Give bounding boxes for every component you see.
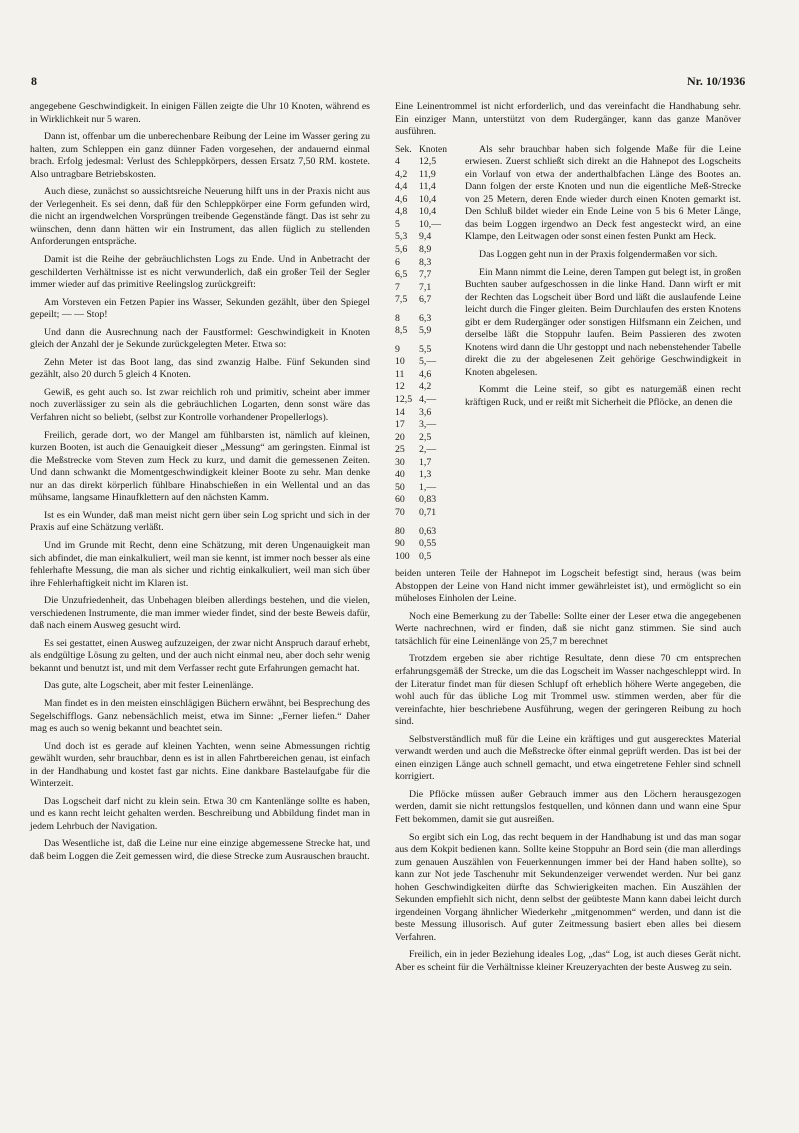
paragraph: Und doch ist es gerade auf kleinen Yachten, wenn seine Abmessungen richtig gewählt wurden, sehr brauchbar, denn es ist in allen Fahrtbereichen genau, ist einfach in der Handhabung und kostet fast gar nichts. Eine dankbare Bastelaufgabe für die Winterzeit. — [30, 740, 370, 790]
paragraph: Noch eine Bemerkung zu der Tabelle: Sollte einer der Leser etwa die angegebenen Werte nachrechnen, wird er finden, daß sie nicht ganz stimmen. Sie sind auch tatsächlich für eine Leinenlänge von 25,7 m berechnet — [395, 610, 741, 647]
knots-cell: 3,— — [419, 419, 437, 431]
seconds-cell: 11 — [395, 368, 405, 380]
table-row — [395, 482, 459, 495]
paragraph: Dann ist, offenbar um die unberechenbare Reibung der Leine im Wasser gering zu halten, zum Schleppen ein ganz dünner Faden vorgesehen, der andauernd einmal brach. Erfolg jedesmal: Verlust des Schleppkörpers, dessen Ersatz 7,50 RM. kostete. Also untragbare Betriebskosten. — [30, 131, 370, 180]
paragraph: Eine Leinentrommel ist nicht erforderlich, und das vereinfacht die Handhabung sehr. Ein einziger Mann, unterstützt von dem Rudergänger, kann das ganze Manöver ausführen. — [395, 101, 741, 138]
paragraph: beiden unteren Teile der Hahnepot im Logscheit befestigt sind, heraus (was beim Abstoppen der Leine von Hand nicht immer gewährleistet ist), und ermöglicht so ein müheloses Einholen der Leine. — [395, 568, 741, 605]
seconds-cell: 70 — [395, 506, 405, 518]
paragraph: Es sei gestattet, einen Ausweg aufzuzeigen, der zwar nicht Anspruch darauf erhebt, als endgültige Lösung zu gelten, und der auch nicht einmal neu, aber doch sehr wenig bekannt und benutzt ist, und mit dem Verfasser recht gute Erfahrungen gemacht hat. — [30, 637, 370, 674]
table-row — [395, 469, 459, 482]
knots-cell: 9,4 — [419, 231, 432, 243]
paragraph: Freilich, gerade dort, wo der Mangel am fühlbarsten ist, nämlich auf kleinen, kurzen Booten, ist auch die Genauigkeit dieser „Messung“ am geringsten. Einmal ist die Meßstrecke vom Steven zum Heck zu kurz, und damit die gemessenen Zeiten. Und dann schwankt die Momentgeschwindigkeit kleiner Boote zu sehr. Man denke nur an das direkt körperlich fühlbare Hinabschießen in ein Wellental und an das mühsame, langsame Hinaufklettern auf den nächsten Kamm. — [30, 429, 370, 504]
table-row — [395, 313, 459, 326]
table-row — [395, 526, 459, 539]
seconds-cell: 100 — [395, 550, 410, 562]
knots-cell: 10,— — [419, 218, 442, 230]
seconds-cell: 5,6 — [395, 244, 408, 256]
table-row — [395, 219, 459, 232]
speed-table-block — [395, 144, 741, 564]
table-row — [395, 551, 459, 564]
seconds-cell: 7 — [395, 281, 400, 293]
speed-table — [395, 144, 459, 564]
paragraph: Das Wesentliche ist, daß die Leine nur eine einzige abgemessene Strecke hat, und daß beim Loggen die Zeit gemessen wird, die diese Strecke zum Ausrauschen braucht. — [30, 838, 370, 862]
seconds-cell: 8 — [395, 312, 400, 324]
paragraph: Trotzdem ergeben sie aber richtige Resultate, denn diese 70 cm entsprechen erfahrungsgemäß der Strecke, um die das Logscheit im Wasser nachgeschleppt wird. In der Literatur findet man für diesen Schlupf oft erheblich höhere Werte angegeben, die wohl auch für das übliche Log mit Trommel usw. stimmen werden, aber für die vereinfachte, hier beschriebene Ausführung, wegen der geringeren Reibung zu hoch sind. — [395, 653, 741, 728]
table-row — [395, 244, 459, 257]
seconds-cell: 8,5 — [395, 325, 408, 337]
seconds-cell: 12 — [395, 381, 405, 393]
paragraph: Und dann die Ausrechnung nach der Faustformel: Geschwindigkeit in Knoten gleich der Anzahl der je Sekunde zurückgelegten Meter. Etwa so: — [30, 326, 370, 351]
table-row — [395, 294, 459, 307]
table-row — [395, 407, 459, 420]
table-row — [395, 269, 459, 282]
paragraph: Als sehr brauchbar haben sich folgende Maße für die Leine erwiesen. Zuerst schließt sich direkt an die Hahnepot des Logscheits ein Vorlauf von etwa der anderthalbfachen Länge des Bootes an. Dann folgen der erste Knoten und nun die eigentliche Meß-Strecke von 25 Metern, deren Ende wieder durch einen Knoten gemarkt ist. Den Schluß bildet wieder ein Ende Leine von 5 bis 6 Meter Länge, das beim Loggen irgendwo an Deck fest angesteckt wird, an eine Klampe, den Leitwagen oder sonst einen festen Punkt am Heck. — [465, 143, 741, 243]
paragraph: Gewiß, es geht auch so. Ist zwar reichlich roh und primitiv, scheint aber immer noch zuverlässiger zu sein als die gebräuchlichen Logarten, denn sonst wäre das Verfahren nicht so beliebt, (selbst zur Kontrolle vorhandener Propellerlogs). — [30, 386, 370, 424]
knots-cell: 1,— — [419, 481, 437, 493]
speed-table-header — [395, 144, 459, 157]
knots-cell: 2,5 — [419, 431, 432, 443]
knots-cell: 7,1 — [419, 281, 432, 293]
knots-cell: 6,7 — [419, 294, 432, 306]
knots-cell: 1,7 — [419, 456, 432, 468]
table-row — [395, 538, 459, 551]
knots-cell: 5,— — [419, 356, 437, 368]
table-row — [395, 444, 459, 457]
table-row — [395, 206, 459, 219]
table-row — [395, 494, 459, 507]
paragraph: Ein Mann nimmt die Leine, deren Tampen gut belegt ist, in großen Buchten sauber aufgeschossen in die linke Hand. Dann wirft er mit der Rechten das Logscheit über Bord und läßt die auslaufende Leine leicht durch die Finger gleiten. Beim Durchlaufen des ersten Knotens gibt er dem Rudergänger oder sonstigen Hilfsmann ein Zeichen, und derselbe läßt die Stoppuhr laufen. Beim Passieren des zwoten Knotens wird dann die Uhr gestoppt und nach nebenstehender Tabelle direkt die zu der abgelesenen Zeit gehörige Geschwindigkeit in Knoten abgelesen. — [465, 266, 741, 378]
seconds-cell: 80 — [395, 525, 405, 537]
knots-cell: 1,3 — [419, 469, 432, 481]
knots-cell: 0,55 — [419, 538, 437, 550]
paragraph: Die Unzufriedenheit, das Unbehagen bleiben allerdings bestehen, und die vielen, verschiedenen Instrumente, die man immer wieder findet, sind der beste Beweis dafür, daß nach einem Ausweg gesucht wird. — [30, 595, 370, 632]
table-row — [395, 169, 459, 182]
paragraph: Das gute, alte Logscheit, aber mit fester Leinenlänge. — [44, 680, 254, 692]
knots-cell: 11,4 — [419, 181, 436, 193]
table-row — [395, 369, 459, 382]
paragraph: angegebene Geschwindigkeit. In einigen Fällen zeigte die Uhr 10 Knoten, während es in Wirklichkeit nur 5 waren. — [30, 101, 370, 125]
speed-table-rows — [395, 156, 459, 563]
seconds-cell: 4,6 — [395, 193, 408, 205]
knots-cell: 11,9 — [419, 168, 436, 180]
seconds-cell: 4,2 — [395, 168, 408, 180]
issue-number: Nr. 10/1936 — [687, 74, 746, 88]
seconds-cell: 25 — [395, 444, 405, 456]
knots-cell: 5,5 — [419, 343, 432, 355]
table-row — [395, 282, 459, 295]
paragraph: Selbstverständlich muß für die Leine ein kräftiges und gut ausgerecktes Material verwandt werden und auch die Meßstrecke öfter einmal geprüft werden. Das ist bei der einen einzigen Länge auch schnell gemacht, und etwa eingetretene Fehler sind schnell korrigiert. — [395, 733, 741, 783]
seconds-cell: 40 — [395, 469, 405, 481]
seconds-cell: 4,4 — [395, 181, 408, 193]
seconds-cell: 17 — [395, 419, 405, 431]
table-row — [395, 419, 459, 432]
table-row — [395, 325, 459, 338]
seconds-cell: 4,8 — [395, 206, 408, 218]
knots-cell: 12,5 — [419, 156, 437, 168]
paragraph: Am Vorsteven ein Fetzen Papier ins Wasser, Sekunden gezählt, über den Spiegel gepeilt; — — Stop! — [30, 296, 370, 321]
knots-cell: 0,71 — [419, 506, 437, 518]
page-number: 8 — [31, 74, 37, 88]
knots-cell: 3,6 — [419, 406, 432, 418]
header-knots: Knoten — [419, 144, 447, 155]
knots-cell: 2,— — [419, 444, 437, 456]
table-row — [395, 381, 459, 394]
seconds-cell: 60 — [395, 494, 405, 506]
knots-cell: 6,3 — [419, 312, 432, 324]
paragraph: So ergibt sich ein Log, das recht bequem in der Handhabung ist und das man sogar aus dem Kokpit bedienen kann. Sollte keine Stoppuhr an Bord sein (die man allerdings zum genauen Auszählen von Feuerkennungen immer bei der Hand haben sollte), so kann zur Not jede Taschenuhr mit Sekundenzeiger verwendet werden. Nur bei ganz hohen Geschwindigkeiten dürfte das Schwierigkeiten machen. Ein Auszählen der Sekunden empfiehlt sich nicht, denn selbst der geübteste Mann kann dabei leicht durch irgendeinen Vorgang ähnlicher Wiederkehr „mitgenommen“ werden, und dann ist die beste Messung illusorisch. Auf guter Zeitmessung basiert eben alles bei diesem Verfahren. — [395, 831, 741, 943]
header-seconds: Sek. — [395, 144, 412, 155]
knots-cell: 4,— — [419, 394, 437, 406]
seconds-cell: 7,5 — [395, 294, 408, 306]
seconds-cell: 6 — [395, 256, 400, 268]
paragraph: Das Loggen geht nun in der Praxis folgendermaßen vor sich. — [479, 249, 718, 261]
table-row — [395, 231, 459, 244]
seconds-cell: 5 — [395, 218, 400, 230]
paragraph: Auch diese, zunächst so aussichtsreiche Neuerung hilft uns in der Praxis nicht aus der Verlegenheit. Es sei denn, daß für den Schleppkörper eine Form gefunden wird, die nicht an irgendwelchen Vorsprüngen treibende Gegenstände fängt. Das ist sehr zu wünschen, denn dann hätten wir ein Instrument, das allen füglich zu stellenden Anforderungen entspräche. — [30, 186, 370, 248]
seconds-cell: 14 — [395, 406, 405, 418]
seconds-cell: 30 — [395, 456, 405, 468]
knots-cell: 5,9 — [419, 325, 432, 337]
seconds-cell: 12,5 — [395, 394, 413, 406]
seconds-cell: 4 — [395, 156, 400, 168]
knots-cell: 0,63 — [419, 525, 437, 537]
seconds-cell: 90 — [395, 538, 405, 550]
seconds-cell: 20 — [395, 431, 405, 443]
seconds-cell: 10 — [395, 356, 405, 368]
seconds-cell: 9 — [395, 343, 400, 355]
left-column — [30, 101, 370, 869]
paragraph: Freilich, ein in jeder Beziehung ideales Log, „das“ Log, ist auch dieses Gerät nicht. Aber es scheint für die Verhältnisse kleiner Kreuzeryachten der beste Ausweg zu sein. — [395, 949, 741, 973]
table-row — [395, 344, 459, 357]
seconds-cell: 50 — [395, 481, 405, 493]
paragraph: Kommt die Leine steif, so gibt es naturgemäß einen recht kräftigen Ruck, und er reißt mit Sicherheit die Pflöcke, an denen die — [465, 384, 741, 409]
table-row — [395, 457, 459, 470]
table-row — [395, 194, 459, 207]
table-row — [395, 432, 459, 445]
table-row — [395, 181, 459, 194]
speed-table-side-text — [465, 144, 741, 415]
knots-cell: 7,7 — [419, 269, 432, 281]
knots-cell: 0,5 — [419, 550, 432, 562]
knots-cell: 8,9 — [419, 244, 432, 256]
paragraph: Zehn Meter ist das Boot lang, das sind zwanzig Halbe. Fünf Sekunden sind gezählt, also 20 durch 5 gleich 4 Knoten. — [30, 356, 370, 381]
paragraph: Und im Grunde mit Recht, denn eine Schätzung, mit deren Ungenauigkeit man sich abfindet, die man einkalkuliert, weil man sie kennt, ist immer noch besser als eine fehlerhafte Messung, die man als sicher und richtig einkalkuliert, weil man sich über ihre Fehlerhaftigkeit nicht im Klaren ist. — [30, 539, 370, 589]
paragraph: Die Pflöcke müssen außer Gebrauch immer aus den Löchern herausgezogen werden, damit sie nicht rettungslos festquellen, und können dann und wann eine Spur Fett bekommen, damit sie gut ausreißen. — [395, 788, 741, 825]
seconds-cell: 5,3 — [395, 231, 408, 243]
table-row — [395, 257, 459, 270]
knots-cell: 4,2 — [419, 381, 432, 393]
knots-cell: 0,83 — [419, 494, 437, 506]
paragraph: Das Logscheit darf nicht zu klein sein. Etwa 30 cm Kantenlänge sollte es haben, und es kann recht leicht gehalten werden. Beschreibung und Abbildung findet man in jedem Lehrbuch der Navigation. — [30, 795, 370, 832]
right-column — [395, 101, 741, 980]
table-row — [395, 394, 459, 407]
table-row — [395, 507, 459, 520]
knots-cell: 4,6 — [419, 368, 432, 380]
table-row — [395, 156, 459, 169]
seconds-cell: 6,5 — [395, 269, 408, 281]
table-row — [395, 356, 459, 369]
paragraph: Ist es ein Wunder, daß man meist nicht gern über sein Log spricht und sich in der Praxis auf eine Schätzung verläßt. — [30, 509, 370, 534]
knots-cell: 10,4 — [419, 206, 437, 218]
paragraph: Damit ist die Reihe der gebräuchlichsten Logs zu Ende. Und in Anbetracht der geschilderten Verhältnisse ist es nicht verwunderlich, daß ein großer Teil der Segler immer wieder auf das primitive Reelingslog zurückgreift: — [30, 254, 370, 291]
knots-cell: 10,4 — [419, 193, 437, 205]
paragraph: Man findet es in den meisten einschlägigen Büchern erwähnt, bei Besprechung des Segelschifflogs. Ganz nebensächlich meist, etwa im Sinne: „Ferner liefen.“ Daher mag es auch so wenig bekannt und beachtet sein. — [30, 697, 370, 735]
knots-cell: 8,3 — [419, 256, 432, 268]
